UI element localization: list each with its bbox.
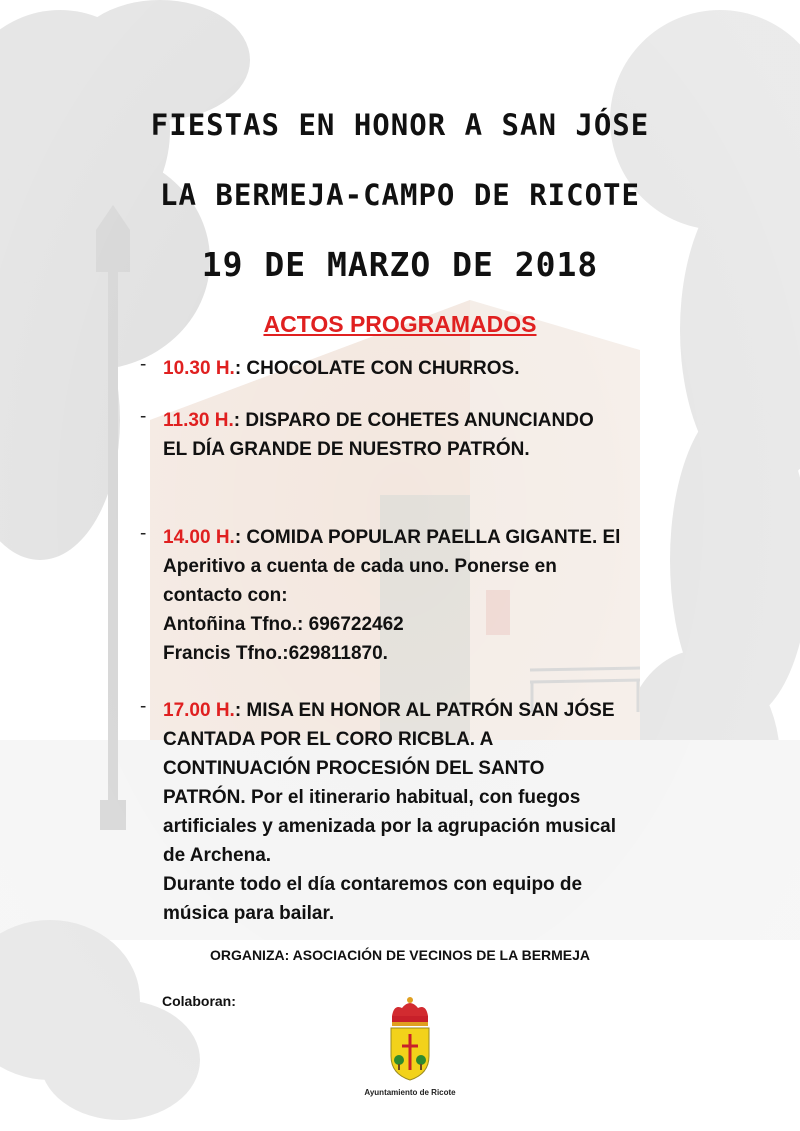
schedule-line: : CHOCOLATE CON CHURROS. [234,358,520,379]
schedule-time: 11.30 H. [163,410,234,431]
schedule-line: : DISPARO DE COHETES ANUNCIANDO [233,410,594,431]
schedule-time: 10.30 H. [163,358,235,379]
schedule-item-text [163,696,723,928]
schedule-time: 14.00 H. [163,527,235,548]
schedule-item-text [163,354,723,383]
schedule-line: artificiales y amenizada por la agrupación musical [163,816,617,837]
schedule-line: CANTADA POR EL CORO RICBLA. A [163,729,494,750]
poster-title-line-2: LA BERMEJA-CAMPO DE RICOTE [160,178,640,212]
schedule-line: Aperitivo a cuenta de cada uno. Ponerse en [163,556,557,577]
schedule-line: contacto con: [163,585,288,606]
schedule-line: Durante todo el día contaremos con equipo de [163,874,583,895]
schedule-line: : MISA EN HONOR AL PATRÓN SAN JÓSE [234,700,615,721]
bullet-dash: - [140,523,147,544]
schedule-line: EL DÍA GRANDE DE NUESTRO PATRÓN. [163,439,530,460]
poster-date: 19 DE MARZO DE 2018 [201,245,599,284]
section-title: ACTOS PROGRAMADOS [263,311,537,337]
schedule-time: 17.00 H. [163,700,235,721]
schedule-item-text [163,523,723,668]
bullet-dash: - [140,406,147,427]
schedule-line: CONTINUACIÓN PROCESIÓN DEL SANTO [163,758,545,779]
logo-caption: Ayuntamiento de Ricote [364,1088,456,1097]
contact-line: Francis Tfno.:629811870. [163,643,388,664]
bullet-dash: - [140,354,147,375]
bullet-dash: - [140,696,147,717]
contact-line: Antoñina Tfno.: 696722462 [163,614,404,635]
schedule-line: música para bailar. [163,903,335,924]
schedule-line: : COMIDA POPULAR PAELLA GIGANTE. El [234,527,621,548]
schedule-line: PATRÓN. Por el itinerario habitual, con fuegos [163,787,581,808]
schedule-item-text [163,406,723,464]
organizer-line: ORGANIZA: ASOCIACIÓN DE VECINOS DE LA BERMEJA [209,947,591,963]
schedule-line: de Archena. [163,845,272,866]
poster-title-line-1: FIESTAS EN HONOR A SAN JÓSE [150,108,650,142]
collaborators-label: Colaboran: [162,993,236,1009]
